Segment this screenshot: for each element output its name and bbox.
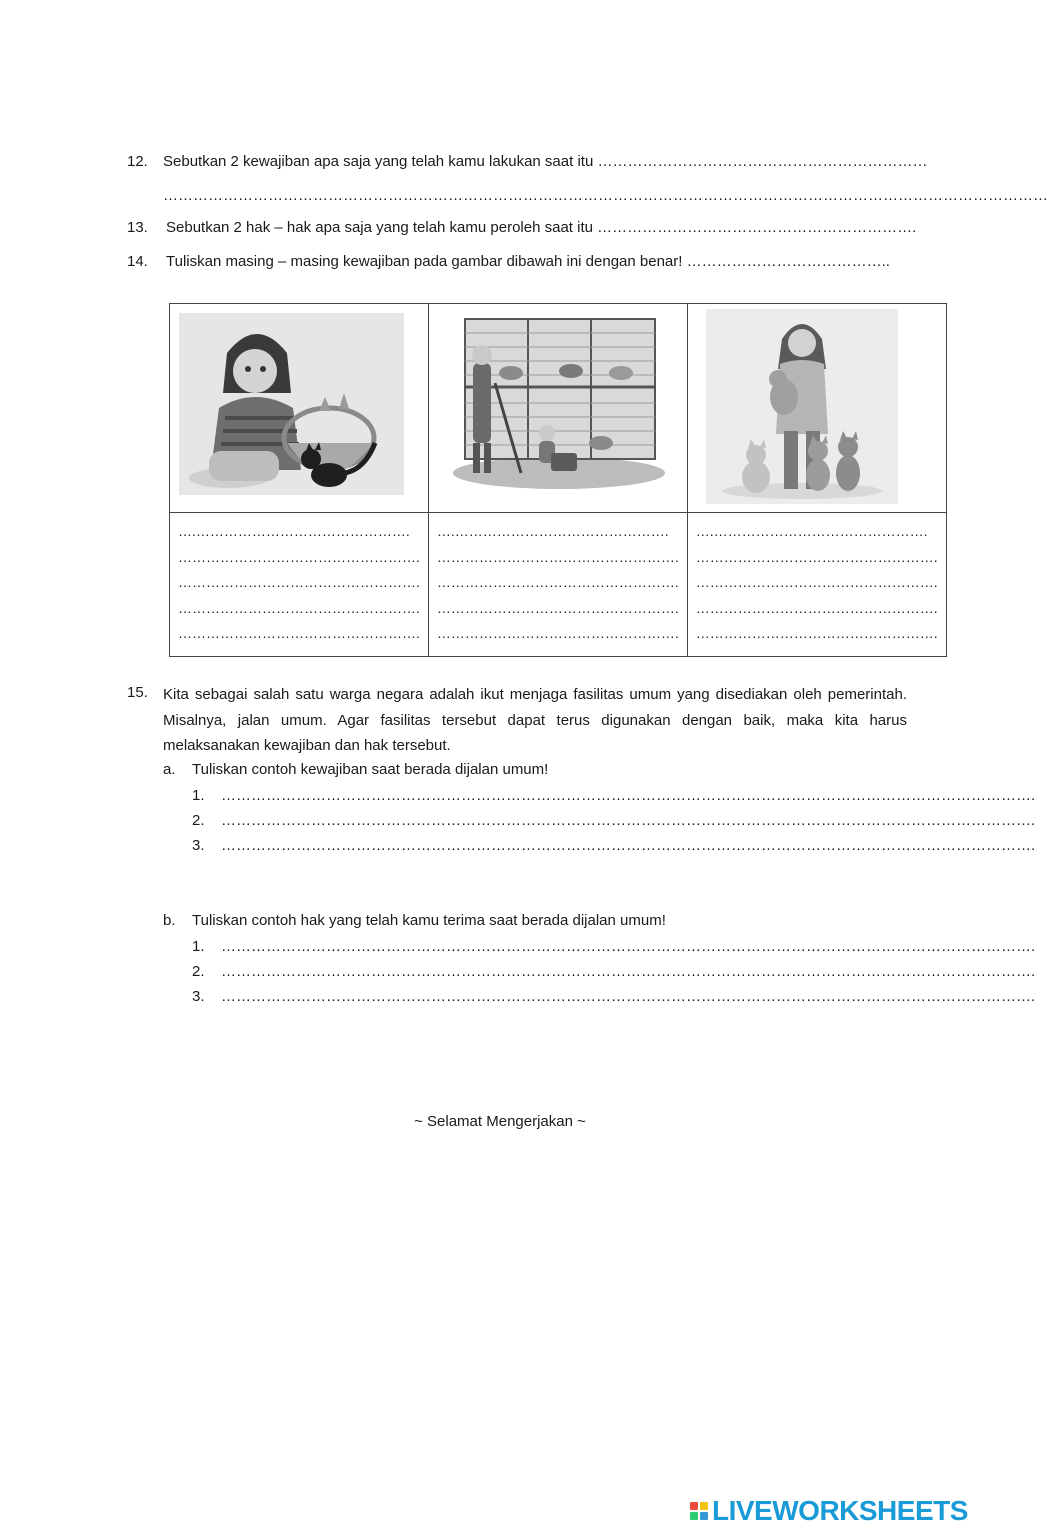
answer-line[interactable]: ….………………………………………. — [436, 523, 669, 539]
q12-answer-line[interactable]: …………………………………………………………………………………………………………………………………………………………… — [163, 187, 1048, 204]
q14-text: Tuliskan masing – masing kewajiban pada gambar dibawah ini dengan benar! ………………………………….. — [166, 253, 890, 270]
q15b-text: Tuliskan contoh hak yang telah kamu terima saat berada dijalan umum! — [192, 912, 666, 929]
answer-line[interactable]: ….………………………………………. — [178, 523, 410, 539]
q15a-text: Tuliskan contoh kewajiban saat berada dijalan umum! — [192, 761, 549, 778]
logo-square — [700, 1502, 708, 1510]
q15-number: 15. — [127, 684, 148, 701]
answer-line[interactable]: ……………………………………………. — [436, 599, 679, 616]
liveworksheets-logo — [690, 1494, 968, 1528]
q15b-item-number: 3. — [192, 988, 205, 1005]
answer-cell-3[interactable] — [687, 513, 946, 657]
people-cleaning-animal-cage-illustration — [451, 313, 667, 491]
q15a-answer-line[interactable]: ………………………………………………………………………………………………………………………………………………. — [221, 812, 1036, 829]
answer-cell-2[interactable] — [428, 513, 687, 657]
q15-text: Kita sebagai salah satu warga negara adalah ikut menjaga fasilitas umum yang disediakan oleh pemerintah. Misalnya, jalan umum. Agar fasilitas tersebut dapat terus digunakan dengan baik, maka kita harus melaksanakan kewajiban dan hak tersebut. — [163, 686, 907, 754]
q13-number: 13. — [127, 219, 148, 236]
answer-line[interactable]: ……………………………………………. — [695, 574, 938, 590]
q12-text: Sebutkan 2 kewajiban apa saja yang telah kamu lakukan saat itu ………………………………………………………… — [163, 153, 928, 170]
answer-line[interactable]: ……………………………………………. — [695, 625, 938, 641]
q15b-answer-line[interactable]: ………………………………………………………………………………………………………………………………………………. — [221, 988, 1036, 1005]
q15b-answer-line[interactable]: ………………………………………………………………………………………………………………………………………………. — [221, 963, 1036, 980]
answer-line[interactable]: ….………………………………………. — [695, 523, 928, 539]
logo-square — [700, 1512, 708, 1520]
q15a-item-number: 1. — [192, 787, 205, 804]
answer-line[interactable]: ……………………………………………. — [436, 574, 679, 590]
answer-cell-1[interactable] — [170, 513, 429, 657]
picture-cell-2 — [428, 304, 687, 513]
logo-grid-icon — [690, 1502, 708, 1520]
q15a-answer-line[interactable]: ………………………………………………………………………………………………………………………………………………. — [221, 837, 1036, 854]
answer-line[interactable]: ……………………………………………. — [178, 625, 420, 641]
answer-line[interactable]: ……………………………………………. — [695, 599, 938, 616]
woman-with-cats-illustration — [706, 309, 898, 504]
q14-number: 14. — [127, 253, 148, 270]
answer-line[interactable]: ……………………………………………. — [436, 625, 679, 641]
answer-line[interactable]: ……………………………………………. — [436, 548, 679, 565]
picture-cell-3 — [687, 304, 946, 513]
girl-feeding-cat-illustration — [179, 313, 404, 495]
q15a-answer-line[interactable]: ………………………………………………………………………………………………………………………………………………. — [221, 787, 1036, 804]
q15b-item-number: 2. — [192, 963, 205, 980]
answer-line[interactable]: ……………………………………………. — [178, 574, 420, 590]
answer-line[interactable]: ……………………………………………. — [695, 548, 938, 565]
q15b-label: b. — [163, 912, 176, 929]
q13-text: Sebutkan 2 hak – hak apa saja yang telah kamu peroleh saat itu ………………………………………………………. — [166, 219, 917, 236]
picture-cell-1 — [170, 304, 429, 513]
q15b-item-number: 1. — [192, 938, 205, 955]
answer-line[interactable]: ……………………………………………. — [178, 599, 420, 616]
q15a-label: a. — [163, 761, 176, 778]
brand-name: LIVEWORKSHEETS — [712, 1495, 968, 1526]
logo-square — [690, 1512, 698, 1520]
answer-line[interactable]: ……………………………………………. — [178, 548, 420, 565]
q15a-item-number: 3. — [192, 837, 205, 854]
q15b-answer-line[interactable]: ………………………………………………………………………………………………………………………………………………. — [221, 938, 1036, 955]
q15a-item-number: 2. — [192, 812, 205, 829]
q12-number: 12. — [127, 153, 148, 170]
picture-table — [169, 303, 947, 657]
logo-square — [690, 1502, 698, 1510]
closing-message: ~ Selamat Mengerjakan ~ — [414, 1113, 586, 1130]
